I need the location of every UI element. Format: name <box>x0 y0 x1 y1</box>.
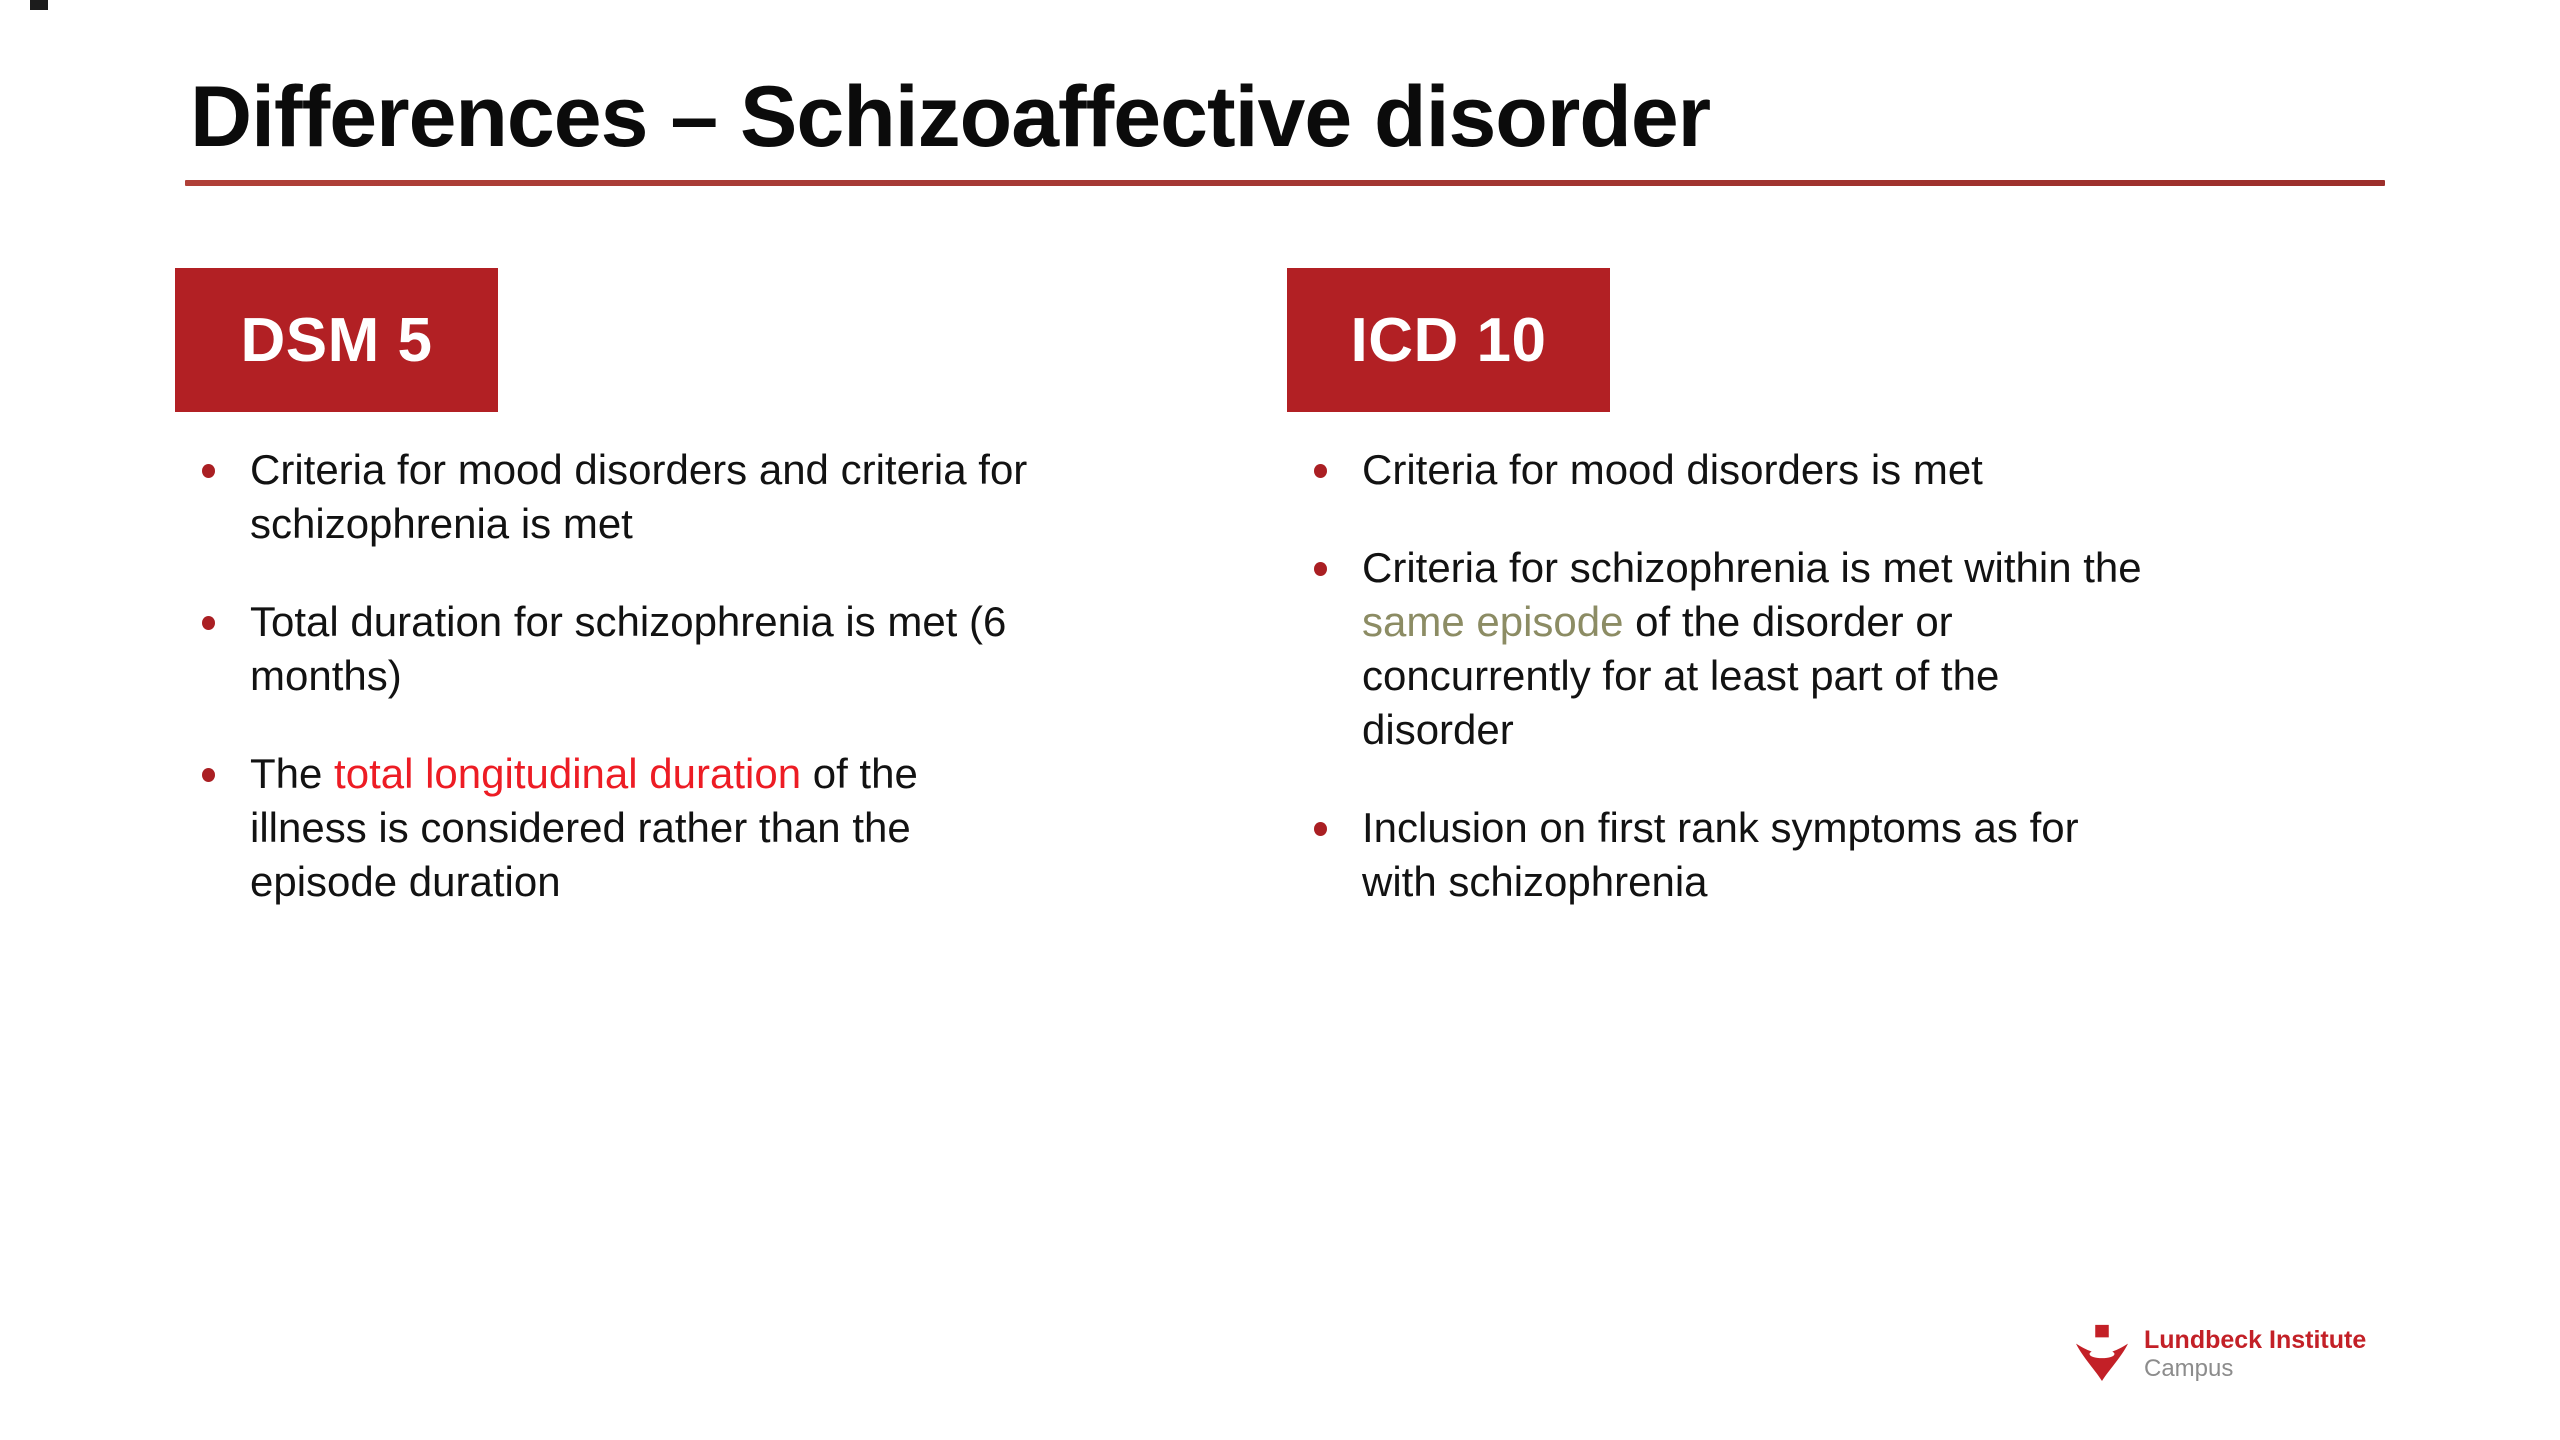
icd-bullet-list <box>1287 443 2417 909</box>
dsm-header-label: DSM 5 <box>240 305 433 375</box>
icd-header-label: ICD 10 <box>1350 305 1547 375</box>
logo-subtitle: Campus <box>2144 1355 2234 1382</box>
screen-edge-artifact <box>30 0 48 10</box>
logo-title: Lundbeck Institute <box>2144 1326 2367 1354</box>
title-underline <box>185 180 2385 186</box>
column-icd <box>1287 268 2417 953</box>
bullet-item: Inclusion on first rank symptoms as for with schizophrenia <box>1287 801 2417 909</box>
icd-header-box <box>1287 268 1610 412</box>
column-dsm <box>175 268 1260 953</box>
bullet-item: The total longitudinal duration of the illness is considered rather than the episode duration <box>175 747 1260 909</box>
dsm-bullet-list <box>175 443 1260 909</box>
bullet-item: Total duration for schizophrenia is met (6 months) <box>175 595 1260 703</box>
lundbeck-star-icon <box>2076 1322 2128 1386</box>
dsm-header-box <box>175 268 498 412</box>
bullet-item: Criteria for mood disorders is met <box>1287 443 2417 497</box>
logo-text-block <box>2144 1325 2366 1383</box>
lundbeck-logo <box>2076 1322 2366 1386</box>
slide-title: Differences – Schizoaffective disorder <box>190 69 1711 165</box>
bullet-item: Criteria for schizophrenia is met within the same episode of the disorder or concurrently for at least part of the disorder <box>1287 541 2417 757</box>
bullet-item: Criteria for mood disorders and criteria for schizophrenia is met <box>175 443 1260 551</box>
